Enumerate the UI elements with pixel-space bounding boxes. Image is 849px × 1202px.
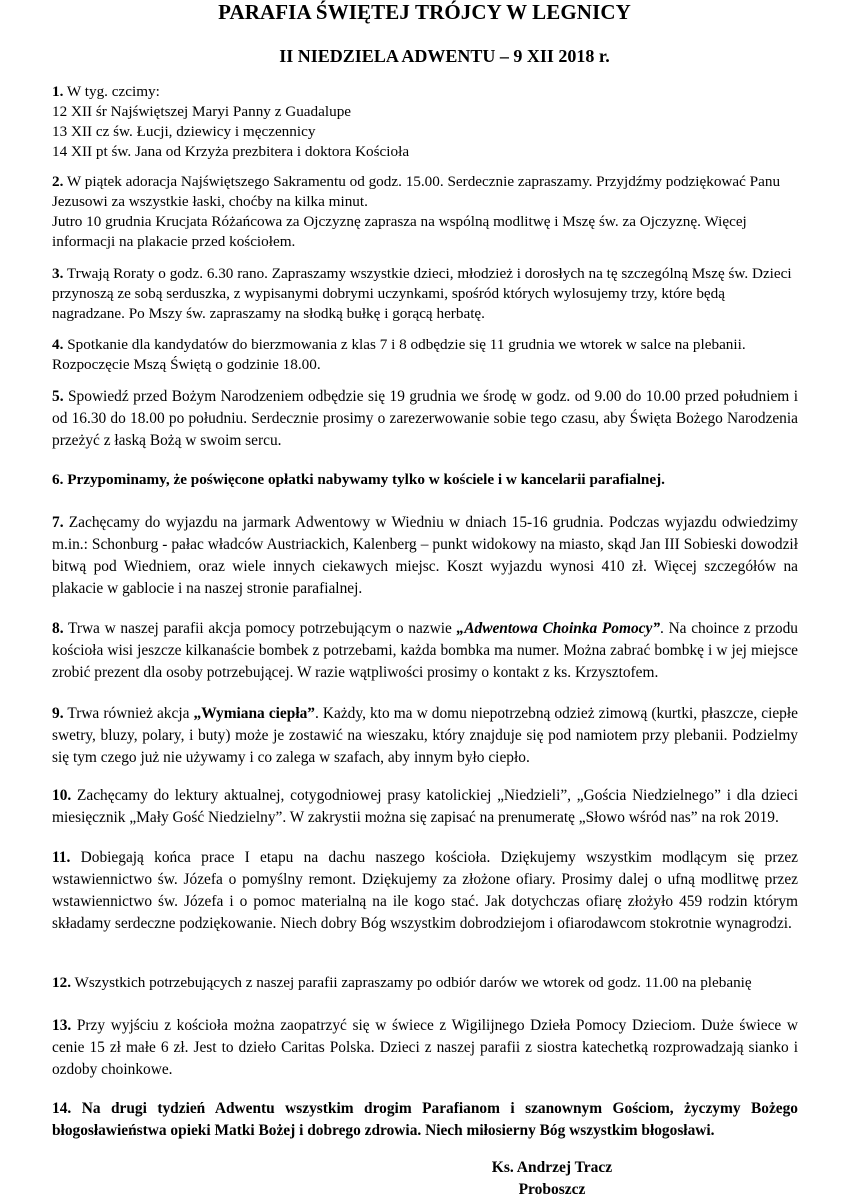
signature-name: Ks. Andrzej Tracz: [491, 1159, 613, 1176]
announcement-14: 14. Na drugi tydzień Adwentu wszystkim drogim Parafianom i szanownym Gościom, życzymy Bożego błogosławieństwa opieki Matki Bożej i dobrego zdrowia. Niech miłosierny Bóg wszystkim błogosławi.: [52, 1100, 798, 1139]
campaign-name: „Adwentowa Choinka Pomocy”: [456, 620, 661, 637]
item-text: . Na choince z przodu kościoła wisi jeszcze kilkanaście bombek z potrzebami, każda bombka ma numer. Można zabrać bombkę i w jej miejsce zrobić prezent dla osoby potrzebującej. W razie wątpliwości prosimy o kontakt z ks. Krzysztofem.: [52, 620, 798, 681]
item-text: Przy wyjściu z kościoła można zaopatrzyć się w świece z Wigilijnego Dzieła Pomocy Dzieciom. Duże świece w cenie 15 zł małe 6 zł. Jest to dzieło Caritas Polska. Dzieci z naszej parafii z siostra katechetką rozprowadzają sianko i ozdoby choinkowe.: [52, 1017, 798, 1078]
item-number: 1.: [52, 83, 64, 100]
announcement-5: [52, 386, 798, 452]
item-number: 5.: [52, 388, 64, 405]
announcement-10: [52, 785, 798, 829]
item-text: Dobiegają końca prace I etapu na dachu naszego kościoła. Dziękujemy wszystkim modlącym się przez wstawiennictwo św. Józefa o pomyślny remont. Dziękujemy za złożone ofiary. Prosimy dalej o ufną modlitwę przez wstawiennictwo św. Józefa i o pomoc materialną na ile kogo stać. Jak dotychczas ofiarę złożyło 459 rodzin którym składamy serdeczne podziękowanie. Niech dobry Bóg wszystkim dobrodziejom i ofiarodawcom stokrotnie wynagrodzi.: [52, 849, 798, 932]
item-text: Trwają Roraty o godz. 6.30 rano. Zapraszamy wszystkie dzieci, młodzież i dorosłych na tę szczególną Mszę św. Dzieci przynoszą ze sobą serduszka, z wypisanymi dobrymi uczynkami, spośród których wylosujemy trzy, które będą nagradzane. Po Mszy św. zapraszamy na słodką bułkę i gorącą herbatę.: [52, 265, 792, 322]
item-text: W piątek adoracja Najświętszego Sakramentu od godz. 15.00. Serdecznie zapraszamy. Przyjdźmy podziękować Panu Jezusowi za wszystkie łaski, choćby na kilka minut.: [52, 173, 781, 210]
item-text: Trwa również akcja: [63, 705, 194, 722]
item-text: Wszystkich potrzebujących z naszej parafii zapraszamy po odbiór darów we wtorek od godz. 11.00 na plebanię: [70, 974, 752, 991]
announcement-13: [52, 1015, 798, 1081]
feast-line: 13 XII cz św. Łucji, dziewicy i męczennicy: [52, 123, 316, 140]
item-text: Spowiedź przed Bożym Narodzeniem odbędzie się 19 grudnia we środę w godz. od 9.00 do 10.00 przed południem i od 16.30 do 18.00 po południu. Serdecznie prosimy o zarezerwowanie sobie tego czasu, aby Święta Bożego Narodzenia przeżyć z łaską Bożą w swoim sercu.: [52, 388, 798, 449]
item-number: 7.: [52, 514, 64, 531]
announcement-3: [52, 264, 798, 324]
item-text: Zachęcamy do lektury aktualnej, cotygodniowej prasy katolickiej „Niedzieli”, „Gościa Niedzielnego” i dla dzieci miesięcznik „Mały Gość Niedzielny”. W zakrystii można się zapisać na prenumeratę „Słowo wśród nas” na rok 2019.: [52, 787, 798, 826]
item-text: . Każdy, kto ma w domu niepotrzebną odzież zimową (kurtki, płaszcze, ciepłe swetry, bluzy, polary, i buty) może je zostawić na wieszaku, który znajduje się pod namiotem przy plebanii. Podzielmy się tym czego już nie używamy i co zalega w szafach, aby innym było ciepło.: [52, 705, 798, 766]
item-number: 3.: [52, 265, 64, 282]
announcement-12: [52, 973, 798, 993]
announcement-2: [52, 172, 798, 252]
item-number: 13.: [52, 1017, 72, 1034]
feast-line: 12 XII śr Najświętszej Maryi Panny z Guadalupe: [52, 103, 352, 120]
announcement-7: [52, 512, 798, 600]
feast-line: 14 XII pt św. Jana od Krzyża prezbitera i doktora Kościoła: [52, 143, 410, 160]
item-number: 12.: [52, 974, 71, 991]
item-text: Jutro 10 grudnia Krucjata Różańcowa za Ojczyznę zaprasza na wspólną modlitwę i Mszę św. za Ojczyznę. Więcej informacji na plakacie przed kościołem.: [52, 213, 747, 250]
item-number: 11.: [52, 849, 71, 866]
item-number: 10.: [52, 787, 72, 804]
page-subtitle: II NIEDZIELA ADWENTU – 9 XII 2018 r.: [279, 46, 610, 66]
item-lead: W tyg. czcimy:: [63, 83, 160, 100]
announcement-6: 6. Przypominamy, że poświęcone opłatki nabywamy tylko w kościele i w kancelarii parafialnej.: [52, 471, 665, 488]
announcement-9: [52, 703, 798, 769]
announcement-4: [52, 335, 798, 375]
item-text: Zachęcamy do wyjazdu na jarmark Adwentowy w Wiedniu w dniach 15-16 grudnia. Podczas wyjazdu odwiedzimy m.in.: Schonburg - pałac władców Austriackich, Kalenberg – punkt widokowy na miasto, skąd Jan III Sobieski dowodził bitwą pod Wiedniem, oraz wiele innych ciekawych miejsc. Koszt wyjazdu wynosi 410 zł. Więcej szczegółów na plakacie w gablocie i na naszej stronie parafialnej.: [52, 514, 798, 597]
item-number: 2.: [52, 173, 64, 190]
page-title: PARAFIA ŚWIĘTEJ TRÓJCY W LEGNICY: [218, 0, 631, 24]
signature-role: Proboszcz: [518, 1181, 586, 1198]
announcement-11: [52, 847, 798, 935]
item-text: Trwa w naszej parafii akcja pomocy potrzebującym o nazwie: [63, 620, 457, 637]
item-number: 9.: [52, 705, 64, 722]
item-number: 4.: [52, 336, 64, 353]
campaign-name: „Wymiana ciepła”: [193, 705, 315, 722]
announcement-1: [52, 82, 798, 162]
item-number: 8.: [52, 620, 64, 637]
announcement-8: [52, 618, 798, 684]
item-text: Spotkanie dla kandydatów do bierzmowania z klas 7 i 8 odbędzie się 11 grudnia we wtorek w salce na plebanii. Rozpoczęcie Mszą Świętą o godzinie 18.00.: [52, 336, 746, 373]
